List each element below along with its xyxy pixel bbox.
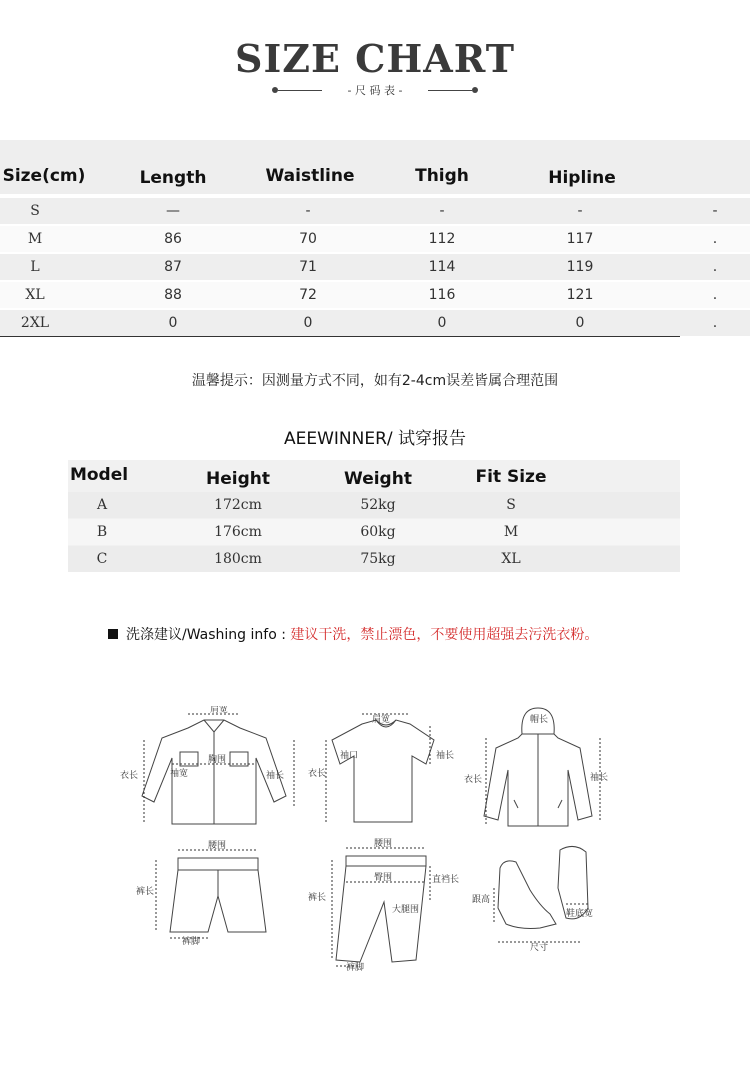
cell-hipline: 117: [566, 231, 594, 247]
cell-waistline: -: [305, 203, 311, 219]
label-hip: 臀围: [374, 873, 393, 883]
label-cuff: 袖口: [340, 751, 359, 761]
label-sleeve-width: 袖宽: [170, 769, 189, 779]
cell-size: L: [30, 259, 40, 275]
fit-report-header: [68, 460, 680, 490]
header-fit-size: Fit Size: [475, 467, 547, 487]
cell-fit: M: [503, 524, 519, 540]
fit-report-table: [68, 460, 680, 572]
label-length: 裤长: [308, 893, 327, 903]
cell-extra: .: [712, 315, 718, 331]
cell-hipline: -: [577, 203, 583, 219]
label-hat-length: 帽长: [530, 715, 549, 725]
cell-fit: S: [506, 497, 516, 513]
label-hem: 裤脚: [346, 963, 365, 972]
cell-height: 172cm: [214, 497, 262, 513]
label-sleeve-length: 袖长: [266, 771, 285, 781]
label-thigh: 大腿围: [392, 905, 420, 915]
cell-thigh: -: [439, 203, 445, 219]
cell-hipline: 119: [566, 259, 594, 275]
header-height: Height: [206, 469, 270, 489]
label-waist: 腰围: [208, 841, 227, 851]
table-row: [0, 310, 750, 336]
table-bottom-rule: [0, 336, 680, 337]
page-subtitle: - 尺 码 表 -: [347, 84, 403, 97]
label-sleeve-length: 袖长: [590, 773, 609, 783]
header-size: Size(cm): [2, 166, 86, 186]
divider-line: [428, 90, 472, 91]
cell-hipline: 0: [575, 315, 585, 331]
table-row: [68, 519, 680, 545]
bullet-square-icon: [108, 629, 118, 639]
cell-model: C: [96, 551, 108, 567]
washing-advice: 建议干洗，禁止漂色，不要使用超强去污洗衣粉。: [290, 627, 599, 643]
cell-size: XL: [25, 287, 45, 303]
cell-weight: 75kg: [360, 551, 396, 567]
pants-diagram: [306, 838, 474, 972]
divider-dot: [472, 87, 478, 93]
cell-waistline: 0: [303, 315, 313, 331]
label-sleeve-length: 袖长: [436, 751, 455, 761]
cell-waistline: 70: [299, 231, 317, 247]
cell-extra: .: [712, 231, 718, 247]
table-row: [0, 198, 750, 224]
cell-extra: .: [712, 287, 718, 303]
cell-fit: XL: [501, 551, 521, 567]
label-rise: 直裆长: [432, 875, 460, 885]
cell-length: —: [166, 203, 180, 219]
header-length: Length: [139, 168, 207, 188]
label-width: 鞋底宽: [566, 909, 594, 919]
header-model: Model: [69, 465, 129, 485]
label-length: 裤长: [136, 887, 155, 897]
cell-thigh: 0: [437, 315, 447, 331]
label-shoulder: 肩宽: [210, 706, 229, 715]
label-length: 衣长: [120, 771, 139, 781]
cell-length: 87: [164, 259, 182, 275]
label-hem: 裤脚: [182, 937, 201, 947]
cell-thigh: 112: [428, 231, 456, 247]
cell-size: 2XL: [20, 315, 50, 331]
table-row: [68, 546, 680, 572]
tshirt-diagram: [306, 710, 466, 832]
cell-weight: 60kg: [360, 524, 396, 540]
washing-info: [108, 624, 598, 644]
shoe-diagram: [470, 838, 610, 958]
cell-length: 88: [164, 287, 182, 303]
cell-height: 180cm: [214, 551, 262, 567]
cell-length: 0: [168, 315, 178, 331]
table-row: [68, 492, 680, 518]
cell-model: A: [96, 497, 108, 513]
cell-extra: -: [712, 203, 718, 219]
label-chest: 胸围: [208, 755, 227, 765]
label-length: 衣长: [308, 769, 327, 779]
header-thigh: Thigh: [415, 166, 469, 186]
header-hipline: Hipline: [548, 168, 616, 188]
header-weight: Weight: [344, 469, 412, 489]
label-size: 尺寸: [530, 943, 549, 953]
cell-size: M: [27, 231, 43, 247]
measurement-note: 温馨提示：因测量方式不同，如有2-4cm误差皆属合理范围: [191, 373, 559, 389]
cell-weight: 52kg: [360, 497, 396, 513]
fit-report-title: AEEWINNER/ 试穿报告: [283, 429, 467, 449]
cell-length: 86: [164, 231, 182, 247]
page-title: SIZE CHART: [235, 36, 515, 81]
cell-height: 176cm: [214, 524, 262, 540]
header-waistline: Waistline: [265, 166, 355, 186]
cell-waistline: 71: [299, 259, 317, 275]
cell-thigh: 116: [428, 287, 456, 303]
table-row: [0, 254, 750, 280]
subtitle-row: [0, 82, 750, 98]
shorts-diagram: [134, 838, 274, 950]
cell-extra: .: [712, 259, 718, 275]
label-heel: 跟高: [472, 895, 491, 905]
label-waist: 腰围: [374, 839, 393, 849]
table-row: [0, 226, 750, 252]
cell-thigh: 114: [428, 259, 456, 275]
washing-label: 洗涤建议/Washing info :: [126, 627, 286, 643]
label-length: 衣长: [464, 775, 483, 785]
hoodie-diagram: [460, 704, 620, 830]
cell-model: B: [96, 524, 108, 540]
shirt-diagram: [118, 706, 310, 834]
label-shoulder: 肩宽: [372, 715, 391, 725]
cell-waistline: 72: [299, 287, 317, 303]
cell-hipline: 121: [566, 287, 594, 303]
cell-size: S: [30, 203, 40, 219]
table-row: [0, 282, 750, 308]
size-table-header: [0, 140, 750, 194]
